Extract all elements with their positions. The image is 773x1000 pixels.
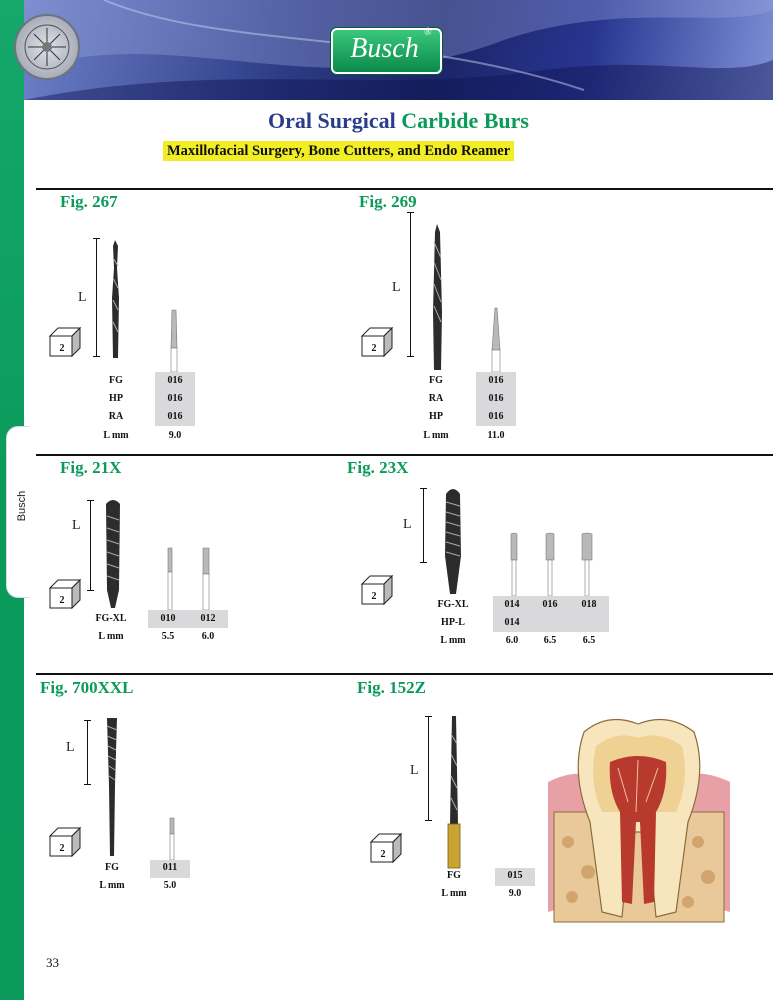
section-rule <box>36 454 773 456</box>
length-line <box>428 716 429 820</box>
length-line <box>423 488 424 562</box>
length-value: 6.0 <box>505 635 519 646</box>
length-label: L <box>410 763 419 778</box>
length-tick <box>93 356 100 357</box>
row-label: L mm <box>441 888 467 899</box>
length-value: 5.0 <box>163 880 177 891</box>
length-line <box>87 720 88 784</box>
row-label: L mm <box>440 635 466 646</box>
row-label: FG <box>429 375 443 386</box>
row-label: HP <box>109 393 123 404</box>
length-value: 9.0 <box>508 888 522 899</box>
bur-image-700xxl <box>102 716 122 858</box>
length-line <box>96 238 97 356</box>
length-value: 6.5 <box>582 635 596 646</box>
page-title <box>24 108 773 134</box>
size-value: 016 <box>488 411 504 422</box>
fig-21x-title: Fig. 21X <box>60 458 122 477</box>
size-value: 012 <box>200 613 216 624</box>
row-label: L mm <box>98 631 124 642</box>
length-value: 5.5 <box>161 631 175 642</box>
length-value: 6.0 <box>201 631 215 642</box>
bur-size-chart-21x-012 <box>198 546 214 610</box>
bur-image-269 <box>426 222 450 372</box>
row-label: L mm <box>423 430 449 441</box>
length-label: L <box>403 517 412 532</box>
package-qty: 2 <box>59 343 65 354</box>
length-label: L <box>66 740 75 755</box>
side-tab-label: Busch <box>16 490 28 522</box>
package-qty: 2 <box>59 595 65 606</box>
package-qty: 2 <box>380 849 386 860</box>
row-label: RA <box>108 411 124 422</box>
size-value: 016 <box>542 599 558 610</box>
package-qty: 2 <box>371 591 377 602</box>
size-value: 016 <box>488 375 504 386</box>
length-value: 11.0 <box>487 430 505 441</box>
bur-size-chart-269 <box>487 306 505 372</box>
tooth-illustration <box>548 712 730 926</box>
bur-image-23x <box>440 486 466 596</box>
bur-size-chart-23x-014 <box>505 532 523 596</box>
size-value: 018 <box>581 599 597 610</box>
bur-size-chart-23x-016 <box>541 532 559 596</box>
length-tick <box>425 820 432 821</box>
page-subtitle: Maxillofacial Surgery, Bone Cutters, and Endo Reamer <box>163 141 514 161</box>
size-value: 016 <box>167 411 183 422</box>
size-value: 015 <box>507 870 523 881</box>
bur-size-chart-21x-010 <box>162 546 178 610</box>
row-label: RA <box>428 393 444 404</box>
fig-700xxl-title: Fig. 700XXL <box>40 678 134 697</box>
page-number: 33 <box>46 955 59 970</box>
size-value: 016 <box>167 393 183 404</box>
length-tick <box>407 212 414 213</box>
fig-267-title: Fig. 267 <box>60 192 118 211</box>
fig-23x-title: Fig. 23X <box>347 458 409 477</box>
length-tick <box>420 488 427 489</box>
size-value: 014 <box>504 599 520 610</box>
size-value: 011 <box>162 862 178 873</box>
length-line <box>410 212 411 356</box>
row-label: HP <box>429 411 443 422</box>
length-value: 9.0 <box>168 430 182 441</box>
bur-size-chart-23x-018 <box>578 532 596 596</box>
length-tick <box>84 720 91 721</box>
bur-size-chart-700xxl <box>165 816 179 860</box>
title-part-1: Oral Surgical <box>268 108 396 133</box>
length-tick <box>425 716 432 717</box>
bur-image-152z <box>442 714 466 870</box>
bur-size-chart-267 <box>165 308 183 372</box>
bur-image-21x <box>102 498 124 610</box>
length-label: L <box>78 290 87 305</box>
seal-emblem <box>14 14 80 80</box>
section-rule <box>36 673 773 675</box>
row-label: HP-L <box>441 617 465 628</box>
size-value: 016 <box>488 393 504 404</box>
row-label: FG-XL <box>437 599 469 610</box>
row-label: FG-XL <box>95 613 127 624</box>
size-value: 014 <box>504 617 520 628</box>
package-qty: 2 <box>371 343 377 354</box>
length-tick <box>93 238 100 239</box>
row-label: FG <box>447 870 461 881</box>
size-value: 010 <box>160 613 176 624</box>
title-part-2: Carbide Burs <box>401 108 529 133</box>
length-tick <box>87 500 94 501</box>
row-label: L mm <box>99 880 125 891</box>
size-value: 016 <box>167 375 183 386</box>
fig-269-title: Fig. 269 <box>359 192 417 211</box>
brand-logo-text: Busch <box>350 33 419 64</box>
length-tick <box>420 562 427 563</box>
length-tick <box>84 784 91 785</box>
length-value: 6.5 <box>543 635 557 646</box>
length-tick <box>407 356 414 357</box>
length-tick <box>87 590 94 591</box>
row-label: FG <box>105 862 119 873</box>
row-label: FG <box>109 375 123 386</box>
registered-mark: ® <box>424 27 432 38</box>
fig-152z-title: Fig. 152Z <box>357 678 426 697</box>
bur-image-267 <box>104 238 128 360</box>
section-rule <box>36 188 773 190</box>
row-label: L mm <box>103 430 129 441</box>
length-label: L <box>72 518 81 533</box>
length-line <box>90 500 91 590</box>
package-qty: 2 <box>59 843 65 854</box>
length-label: L <box>392 280 401 295</box>
